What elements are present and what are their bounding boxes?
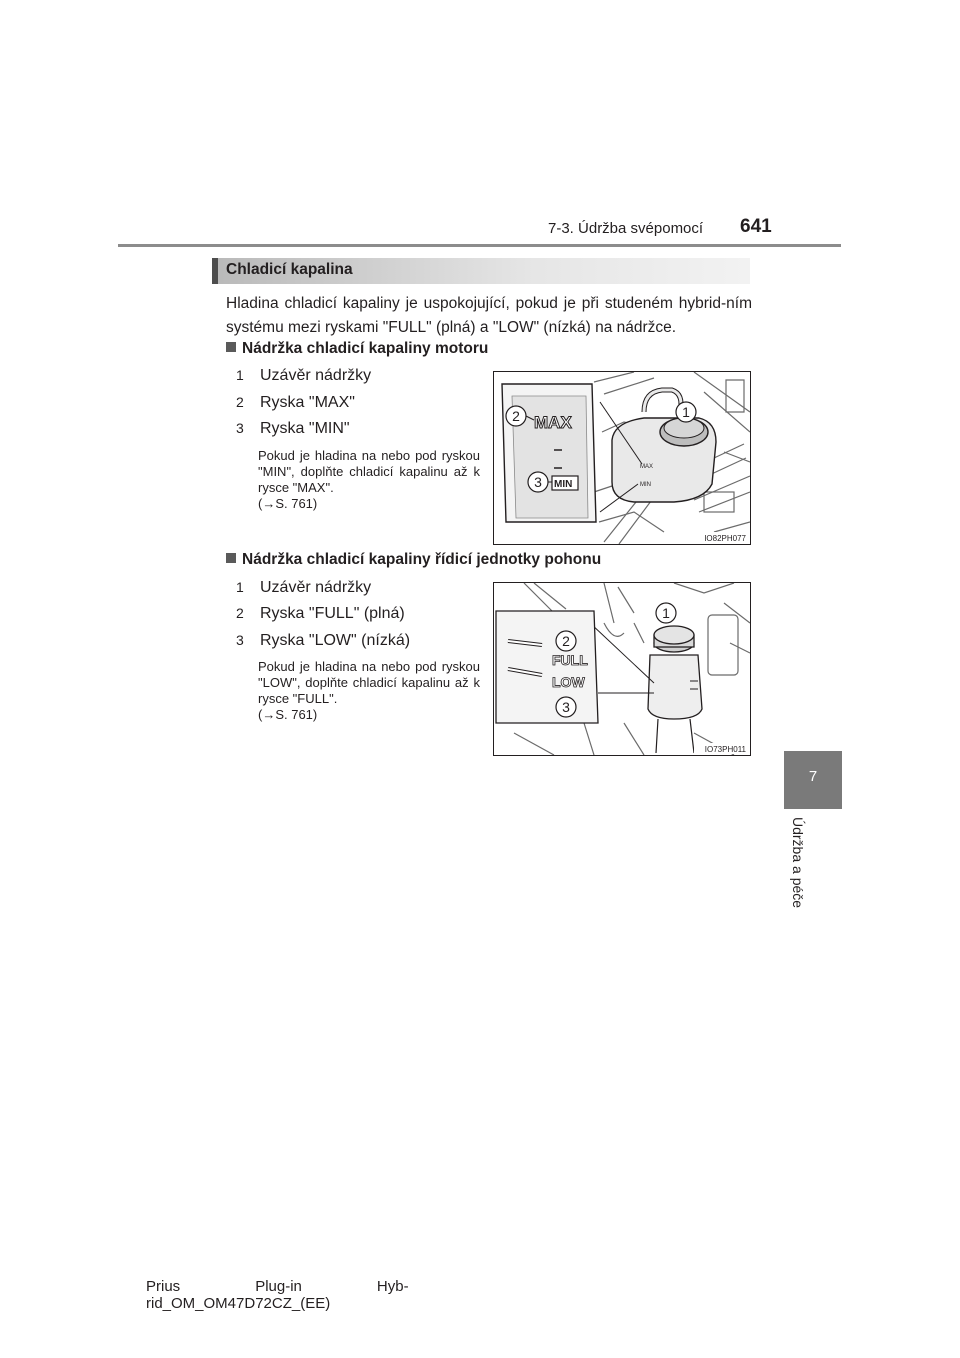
item-number: 2	[236, 394, 244, 410]
footer-line-1: Prius Plug-in Hyb-	[146, 1278, 409, 1295]
section-title: Chladicí kapalina	[226, 261, 353, 278]
callout-3: 3	[534, 474, 542, 490]
inset-full-mark: FULL	[552, 652, 588, 668]
pcu-tank-note	[258, 659, 480, 723]
callout-2: 2	[512, 408, 520, 424]
pcu-tank-heading-text: Nádržka chladicí kapaliny řídicí jednotky pohonu	[242, 551, 602, 568]
pcu-tank-illustration	[494, 583, 750, 755]
item-label: Ryska "LOW" (nízká)	[260, 632, 411, 649]
note-text: Pokud je hladina na nebo pod ryskou "MIN", doplňte chladicí kapalinu až k rysce "MAX".	[258, 448, 480, 495]
pcu-tank-heading	[226, 551, 601, 569]
page-reference-link[interactable]: (→S. 761)	[258, 707, 318, 722]
list-item	[236, 420, 350, 438]
engine-tank-figure	[493, 371, 751, 545]
footer-line-2: rid_OM_OM47D72CZ_(EE)	[146, 1295, 331, 1312]
chapter-label: Údržba a péče	[790, 817, 806, 909]
item-label: Ryska "FULL" (plná)	[260, 605, 405, 622]
list-item	[236, 394, 355, 412]
item-number: 1	[236, 367, 244, 383]
header-divider	[118, 244, 841, 247]
inset-low-mark: LOW	[552, 674, 585, 690]
callout-1: 1	[662, 605, 670, 621]
item-number: 2	[236, 605, 244, 621]
section-breadcrumb: 7-3. Údržba svépomocí	[548, 220, 704, 237]
callout-2: 2	[562, 633, 570, 649]
list-item	[236, 579, 371, 597]
engine-tank-heading-text: Nádržka chladicí kapaliny motoru	[242, 340, 489, 357]
item-number: 1	[236, 579, 244, 595]
list-item	[236, 632, 410, 650]
list-item	[236, 605, 405, 623]
item-number: 3	[236, 632, 244, 648]
section-accent	[212, 258, 218, 284]
figure-code: IO73PH011	[704, 745, 746, 754]
figure-code: IO82PH077	[704, 534, 746, 543]
note-text: Pokud je hladina na nebo pod ryskou "LOW", doplňte chladicí kapalinu až k rysce "FULL".	[258, 659, 480, 706]
inset-min-mark: MIN	[554, 479, 573, 490]
chapter-tab[interactable]	[784, 751, 842, 809]
engine-tank-note	[258, 448, 480, 512]
page-reference-link[interactable]: (→S. 761)	[258, 496, 318, 511]
item-label: Ryska "MIN"	[260, 420, 350, 437]
chapter-side-label	[786, 817, 810, 917]
item-label: Ryska "MAX"	[260, 394, 355, 411]
intro-paragraph: Hladina chladicí kapaliny je uspokojující, pokud je při studeném hybrid-ním systému mezi ryskami "FULL" (plná) a "LOW" (nízká) na nádržce.	[226, 295, 752, 336]
tank-max-mark: MAX	[640, 464, 654, 470]
engine-tank-illustration	[494, 372, 750, 544]
chapter-number: 7	[808, 768, 818, 785]
callout-3: 3	[562, 699, 570, 715]
item-number: 3	[236, 420, 244, 436]
square-bullet-icon	[226, 553, 236, 563]
engine-tank-heading	[226, 340, 488, 358]
callout-1: 1	[682, 404, 690, 420]
tank-min-mark: MIN	[640, 482, 651, 488]
section-title-bar	[212, 258, 750, 284]
document-footer	[146, 1278, 409, 1312]
square-bullet-icon	[226, 342, 236, 352]
list-item	[236, 367, 371, 385]
item-label: Uzávěr nádržky	[260, 367, 372, 384]
pcu-tank-figure	[493, 582, 751, 756]
item-label: Uzávěr nádržky	[260, 579, 372, 596]
inset-max-mark: MAX	[534, 413, 572, 432]
page-number: 641	[740, 216, 772, 237]
